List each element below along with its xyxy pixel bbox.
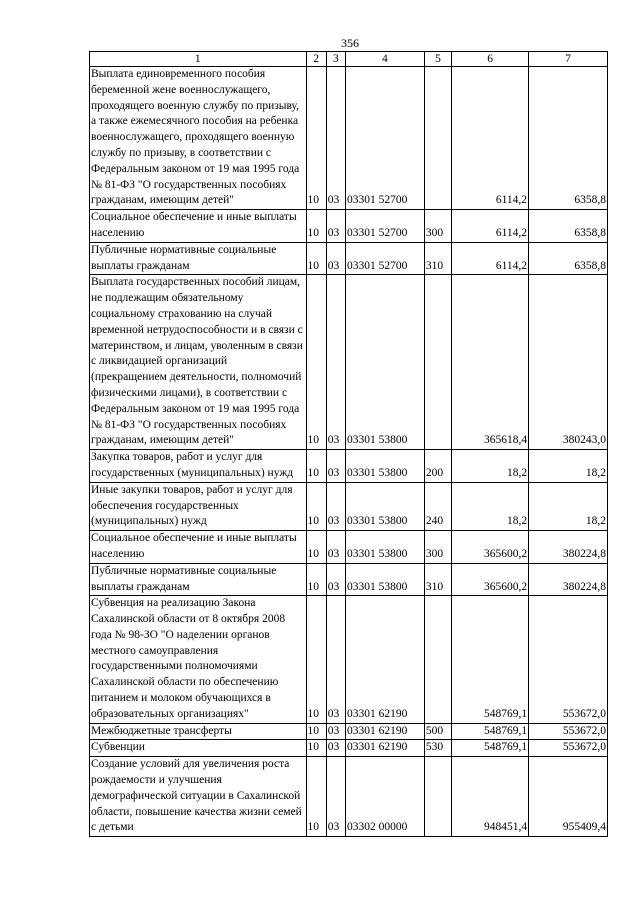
- amount-col7: 380224,8: [529, 563, 608, 596]
- table-row: [90, 242, 608, 275]
- expense-type-code: 310: [424, 563, 451, 596]
- section-code: 10: [306, 450, 326, 483]
- table-row: [90, 740, 608, 757]
- expense-type-code: [424, 596, 451, 723]
- section-code: 10: [306, 723, 326, 740]
- expense-type-code: [424, 757, 451, 837]
- row-description: Социальное обеспечение и иные выплаты населению: [90, 210, 307, 243]
- table-row: [90, 531, 608, 564]
- target-article-code: 03301 62190: [345, 596, 424, 723]
- table-row: [90, 67, 608, 210]
- col-header-7: 7: [529, 52, 608, 67]
- col-header-5: 5: [424, 52, 451, 67]
- amount-col6: 948451,4: [452, 757, 529, 837]
- target-article-code: 03301 52700: [345, 210, 424, 243]
- target-article-code: 03301 62190: [345, 740, 424, 757]
- amount-col7: 18,2: [529, 450, 608, 483]
- col-header-2: 2: [306, 52, 326, 67]
- section-code: 10: [306, 563, 326, 596]
- col-header-6: 6: [452, 52, 529, 67]
- subsection-code: 03: [326, 275, 345, 450]
- row-description: Закупка товаров, работ и услуг для государственных (муниципальных) нужд: [90, 450, 307, 483]
- expense-type-code: 300: [424, 210, 451, 243]
- expense-type-code: 300: [424, 531, 451, 564]
- section-code: 10: [306, 482, 326, 530]
- expense-type-code: [424, 275, 451, 450]
- expense-type-code: 310: [424, 242, 451, 275]
- subsection-code: 03: [326, 563, 345, 596]
- amount-col7: 553672,0: [529, 723, 608, 740]
- subsection-code: 03: [326, 242, 345, 275]
- row-description: Иные закупки товаров, работ и услуг для обеспечения государственных (муниципальных) нужд: [90, 482, 307, 530]
- table-row: [90, 482, 608, 530]
- row-description: Создание условий для увеличения роста рождаемости и улучшения демографической ситуации в Сахалинской области, повышение качества жизни семей с детьми: [90, 757, 307, 837]
- subsection-code: 03: [326, 723, 345, 740]
- target-article-code: 03301 53800: [345, 275, 424, 450]
- table-row: [90, 563, 608, 596]
- subsection-code: 03: [326, 531, 345, 564]
- subsection-code: 03: [326, 482, 345, 530]
- expense-type-code: 200: [424, 450, 451, 483]
- page-number: 356: [341, 36, 359, 50]
- target-article-code: 03301 53800: [345, 563, 424, 596]
- amount-col7: 380224,8: [529, 531, 608, 564]
- amount-col7: 6358,8: [529, 242, 608, 275]
- row-description: Межбюджетные трансферты: [90, 723, 307, 740]
- section-code: 10: [306, 596, 326, 723]
- target-article-code: 03301 53800: [345, 450, 424, 483]
- amount-col6: 18,2: [452, 450, 529, 483]
- expense-type-code: 240: [424, 482, 451, 530]
- amount-col7: 380243,0: [529, 275, 608, 450]
- amount-col7: 6358,8: [529, 210, 608, 243]
- amount-col6: 6114,2: [452, 242, 529, 275]
- section-code: 10: [306, 275, 326, 450]
- amount-col7: 553672,0: [529, 740, 608, 757]
- amount-col6: 548769,1: [452, 740, 529, 757]
- section-code: 10: [306, 242, 326, 275]
- amount-col6: 18,2: [452, 482, 529, 530]
- target-article-code: 03301 53800: [345, 482, 424, 530]
- row-description: Публичные нормативные социальные выплаты гражданам: [90, 242, 307, 275]
- table-row: [90, 596, 608, 723]
- amount-col7: 6358,8: [529, 67, 608, 210]
- budget-table: [89, 51, 608, 837]
- target-article-code: 03301 52700: [345, 67, 424, 210]
- row-description: Публичные нормативные социальные выплаты гражданам: [90, 563, 307, 596]
- table-row: [90, 757, 608, 837]
- subsection-code: 03: [326, 757, 345, 837]
- section-code: 10: [306, 531, 326, 564]
- target-article-code: 03301 62190: [345, 723, 424, 740]
- expense-type-code: [424, 67, 451, 210]
- subsection-code: 03: [326, 210, 345, 243]
- table-row: [90, 450, 608, 483]
- subsection-code: 03: [326, 67, 345, 210]
- section-code: 10: [306, 740, 326, 757]
- amount-col6: 365600,2: [452, 531, 529, 564]
- amount-col6: 6114,2: [452, 210, 529, 243]
- section-code: 10: [306, 757, 326, 837]
- amount-col6: 548769,1: [452, 596, 529, 723]
- amount-col7: 955409,4: [529, 757, 608, 837]
- col-header-1: 1: [90, 52, 307, 67]
- section-code: 10: [306, 210, 326, 243]
- table-row: [90, 210, 608, 243]
- row-description: Субвенция на реализацию Закона Сахалинской области от 8 октября 2008 года № 98-ЗО "О наделении органов местного самоуправления государственными полномочиями Сахалинской области по обеспечению питанием и молоком обучающихся в образовательных организациях": [90, 596, 307, 723]
- table-row: [90, 723, 608, 740]
- amount-col6: 365618,4: [452, 275, 529, 450]
- subsection-code: 03: [326, 596, 345, 723]
- amount-col6: 6114,2: [452, 67, 529, 210]
- row-description: Субвенции: [90, 740, 307, 757]
- col-header-3: 3: [326, 52, 345, 67]
- table-row: [90, 275, 608, 450]
- row-description: Выплата государственных пособий лицам, не подлежащим обязательному социальному страхованию на случай временной нетрудоспособности и в связи с материнством, и лицам, уволенным в связи с ликвидацией организаций (прекращением деятельности, полномочий физическими лицами), в соответствии с Федеральным законом от 19 мая 1995 года № 81-ФЗ "О государственных пособиях гражданам, имеющим детей": [90, 275, 307, 450]
- section-code: 10: [306, 67, 326, 210]
- header-row: [90, 52, 608, 67]
- row-description: Социальное обеспечение и иные выплаты населению: [90, 531, 307, 564]
- target-article-code: 03301 52700: [345, 242, 424, 275]
- row-description: Выплата единовременного пособия беременной жене военнослужащего, проходящего военную службу по призыву, а также ежемесячного пособия на ребенка военнослужащего, проходящего военную службу по призыву, в соответствии с Федеральным законом от 19 мая 1995 года № 81-ФЗ "О государственных пособиях гражданам, имеющим детей": [90, 67, 307, 210]
- subsection-code: 03: [326, 450, 345, 483]
- target-article-code: 03301 53800: [345, 531, 424, 564]
- subsection-code: 03: [326, 740, 345, 757]
- amount-col6: 548769,1: [452, 723, 529, 740]
- amount-col7: 18,2: [529, 482, 608, 530]
- expense-type-code: 500: [424, 723, 451, 740]
- target-article-code: 03302 00000: [345, 757, 424, 837]
- amount-col7: 553672,0: [529, 596, 608, 723]
- col-header-4: 4: [345, 52, 424, 67]
- amount-col6: 365600,2: [452, 563, 529, 596]
- expense-type-code: 530: [424, 740, 451, 757]
